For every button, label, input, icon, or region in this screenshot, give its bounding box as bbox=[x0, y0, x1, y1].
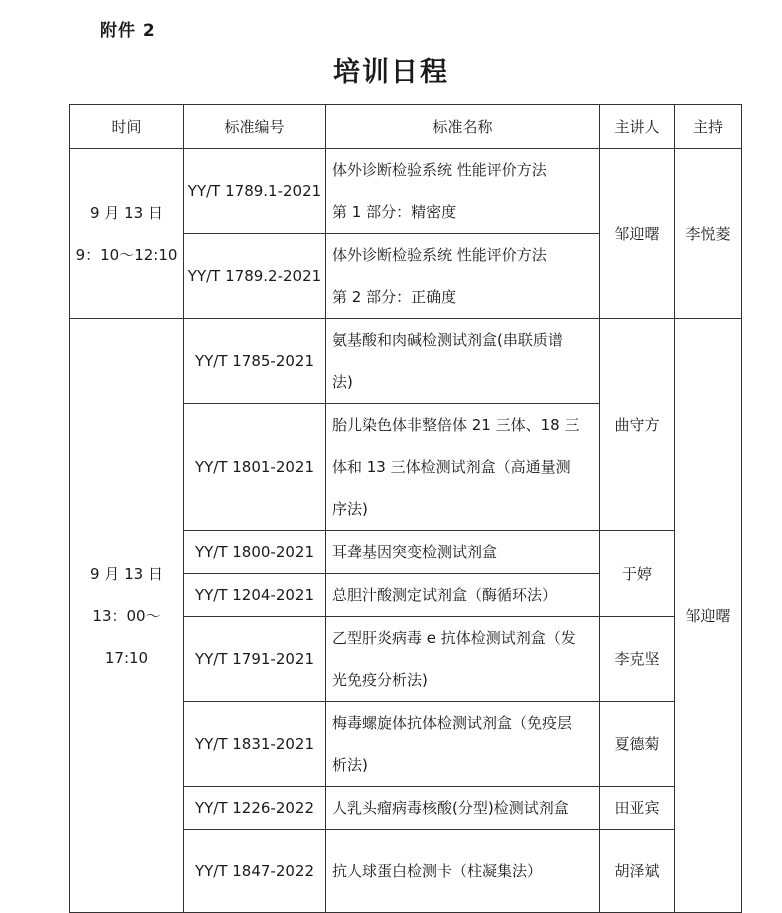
standard-name-line: 体和 13 三体检测试剂盒（高通量测 bbox=[332, 458, 571, 476]
speaker-cell: 于婷 bbox=[600, 531, 675, 617]
speaker-cell: 田亚宾 bbox=[600, 787, 675, 830]
standard-name-line: 析法) bbox=[332, 756, 368, 774]
standard-name bbox=[326, 319, 600, 404]
standard-number: YY/T 1847-2022 bbox=[184, 830, 326, 913]
session2-host: 邹迎曙 bbox=[675, 319, 742, 913]
header-standard-no: 标准编号 bbox=[184, 105, 326, 149]
header-standard-name: 标准名称 bbox=[326, 105, 600, 149]
standard-name-line: 体外诊断检验系统 性能评价方法 bbox=[332, 161, 547, 179]
standard-name-line: 序法) bbox=[332, 500, 368, 518]
standard-name bbox=[326, 404, 600, 531]
standard-name-line: 耳聋基因突变检测试剂盒 bbox=[332, 543, 498, 561]
session2-time-cell bbox=[70, 319, 184, 913]
attachment-label: 附件 2 bbox=[100, 21, 156, 41]
standard-number: YY/T 1204-2021 bbox=[184, 574, 326, 617]
standard-name-line: 光免疫分析法) bbox=[332, 671, 428, 689]
speaker-cell: 邹迎曙 bbox=[600, 149, 675, 319]
session1-time: 9：10～12:10 bbox=[75, 245, 178, 264]
standard-name bbox=[326, 830, 600, 913]
standard-number: YY/T 1801-2021 bbox=[184, 404, 326, 531]
session1-time-cell bbox=[70, 149, 184, 319]
standard-number: YY/T 1791-2021 bbox=[184, 617, 326, 702]
standard-name-line: 抗人球蛋白检测卡（柱凝集法） bbox=[332, 862, 543, 880]
standard-name bbox=[326, 531, 600, 574]
schedule-table bbox=[69, 104, 742, 913]
speaker-cell: 李克坚 bbox=[600, 617, 675, 702]
standard-name bbox=[326, 702, 600, 787]
standard-name bbox=[326, 149, 600, 234]
page-title: 培训日程 bbox=[333, 57, 449, 88]
standard-number: YY/T 1800-2021 bbox=[184, 531, 326, 574]
standard-name-line: 法) bbox=[332, 373, 353, 391]
session2-time-start: 13：00～ bbox=[92, 606, 161, 625]
session2-date: 9 月 13 日 bbox=[90, 564, 163, 583]
table-row bbox=[70, 319, 742, 404]
standard-name-line: 体外诊断检验系统 性能评价方法 bbox=[332, 246, 547, 264]
standard-number: YY/T 1831-2021 bbox=[184, 702, 326, 787]
standard-number: YY/T 1226-2022 bbox=[184, 787, 326, 830]
session2-time-end: 17:10 bbox=[104, 648, 149, 667]
speaker-cell: 胡泽斌 bbox=[600, 830, 675, 913]
session1-date: 9 月 13 日 bbox=[90, 203, 163, 222]
standard-name-line: 人乳头瘤病毒核酸(分型)检测试剂盒 bbox=[332, 799, 569, 817]
speaker-cell: 曲守方 bbox=[600, 319, 675, 531]
header-row bbox=[70, 105, 742, 149]
standard-name bbox=[326, 574, 600, 617]
standard-name-line: 胎儿染色体非整倍体 21 三体、18 三 bbox=[332, 416, 580, 434]
header-time: 时间 bbox=[70, 105, 184, 149]
header-host: 主持 bbox=[675, 105, 742, 149]
standard-name-line: 梅毒螺旋体抗体检测试剂盒（免疫层 bbox=[332, 714, 573, 732]
table-row bbox=[70, 149, 742, 234]
standard-name bbox=[326, 234, 600, 319]
header-speaker: 主讲人 bbox=[600, 105, 675, 149]
session1-host: 李悦菱 bbox=[675, 149, 742, 319]
standard-name-line: 第 2 部分：正确度 bbox=[332, 288, 457, 306]
speaker-cell: 夏德菊 bbox=[600, 702, 675, 787]
standard-number: YY/T 1789.1-2021 bbox=[184, 149, 326, 234]
standard-name-line: 氨基酸和肉碱检测试剂盒(串联质谱 bbox=[332, 331, 563, 349]
standard-name bbox=[326, 617, 600, 702]
standard-name bbox=[326, 787, 600, 830]
standard-name-line: 乙型肝炎病毒 e 抗体检测试剂盒（发 bbox=[332, 629, 576, 647]
standard-name-line: 总胆汁酸测定试剂盒（酶循环法） bbox=[332, 586, 558, 604]
standard-number: YY/T 1785-2021 bbox=[184, 319, 326, 404]
standard-number: YY/T 1789.2-2021 bbox=[184, 234, 326, 319]
standard-name-line: 第 1 部分：精密度 bbox=[332, 203, 457, 221]
